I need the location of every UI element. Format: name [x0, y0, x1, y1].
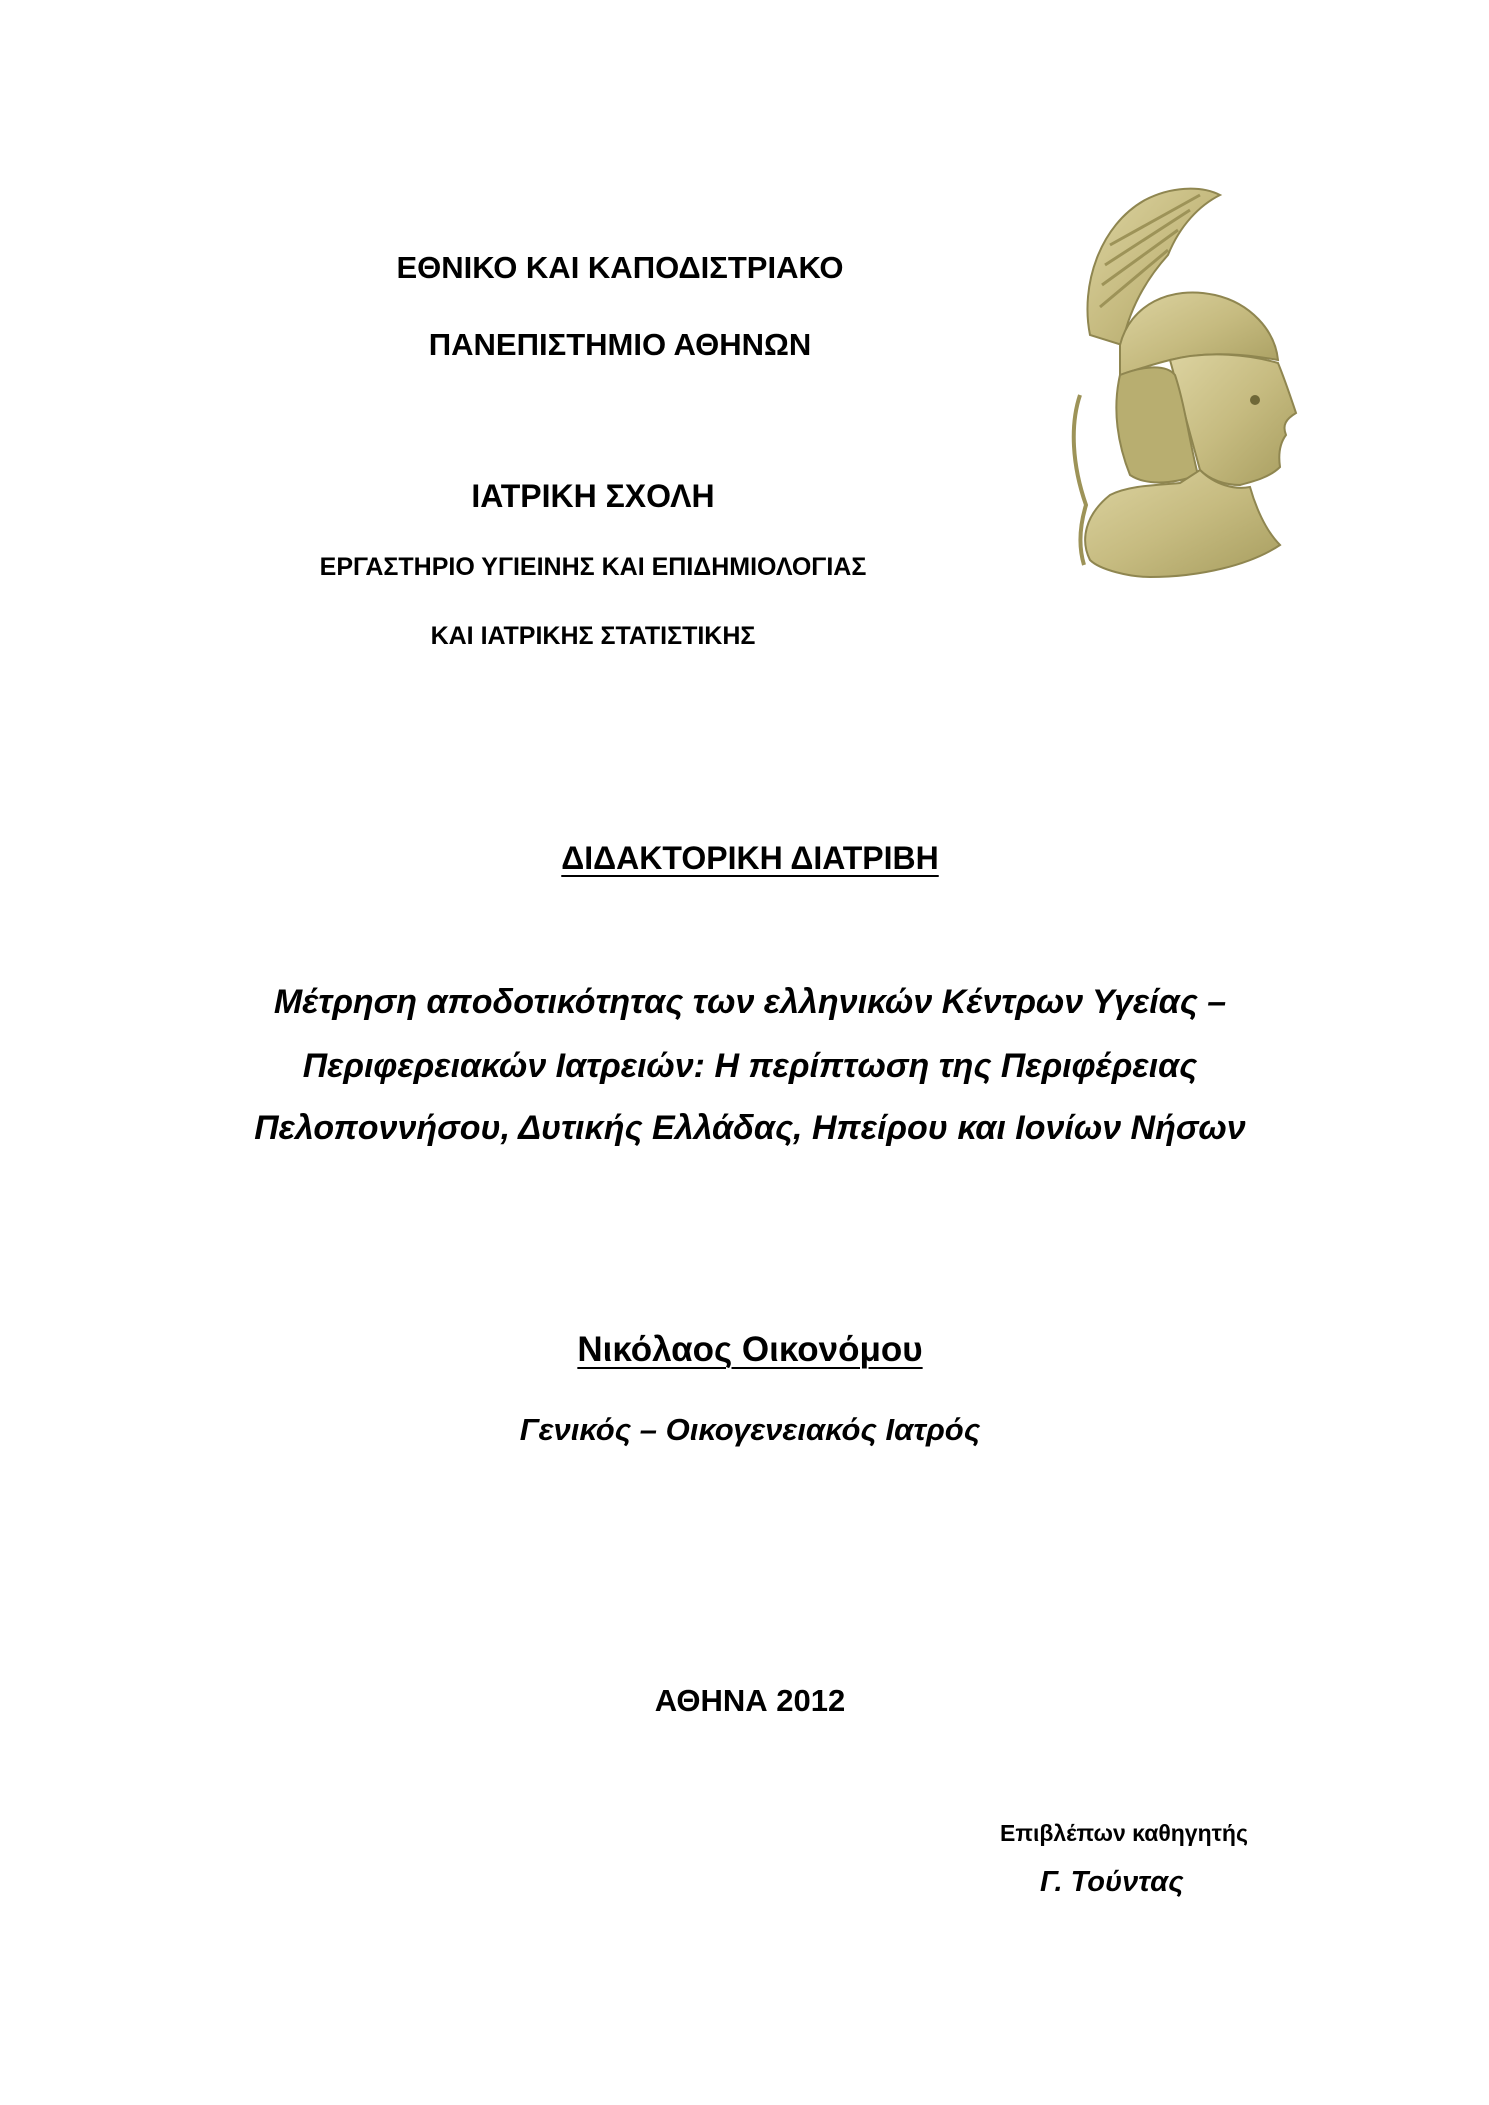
- supervisor-name: Γ. Τούντας: [1040, 1866, 1184, 1898]
- university-name-line2: ΠΑΝΕΠΙΣΤΗΜΙΟ ΑΘΗΝΩΝ: [428, 327, 812, 362]
- thesis-title-line2: Περιφερειακών Ιατρειών: Η περίπτωση της Περιφέρειας: [302, 1047, 1198, 1085]
- supervisor-label: Επιβλέπων καθηγητής: [1000, 1820, 1248, 1846]
- thesis-title-line1: Μέτρηση αποδοτικότητας των ελληνικών Κέντρων Υγείας –: [273, 983, 1227, 1021]
- author-profession: Γενικός – Οικογενειακός Ιατρός: [519, 1412, 981, 1447]
- city-year: ΑΘΗΝΑ 2012: [654, 1683, 846, 1718]
- university-name-line1: ΕΘΝΙΚΟ ΚΑΙ ΚΑΠΟΔΙΣΤΡΙΑΚΟ: [396, 250, 844, 285]
- athena-head-emblem-icon: [1050, 185, 1300, 580]
- thesis-title-line3: Πελοποννήσου, Δυτικής Ελλάδας, Ηπείρου και Ιονίων Νήσων: [254, 1109, 1246, 1147]
- laboratory-name-line2: ΚΑΙ ΙΑΤΡΙΚΗΣ ΣΤΑΤΙΣΤΙΚΗΣ: [430, 622, 756, 650]
- document-type: ΔΙΔΑΚΤΟΡΙΚΗ ΔΙΑΤΡΙΒΗ: [561, 840, 939, 876]
- laboratory-name-line1: ΕΡΓΑΣΤΗΡΙΟ ΥΓΙΕΙΝΗΣ ΚΑΙ ΕΠΙΔΗΜΙΟΛΟΓΙΑΣ: [319, 553, 867, 581]
- school-name: ΙΑΤΡΙΚΗ ΣΧΟΛΗ: [471, 478, 715, 514]
- author-name: Νικόλαος Οικονόμου: [577, 1330, 923, 1369]
